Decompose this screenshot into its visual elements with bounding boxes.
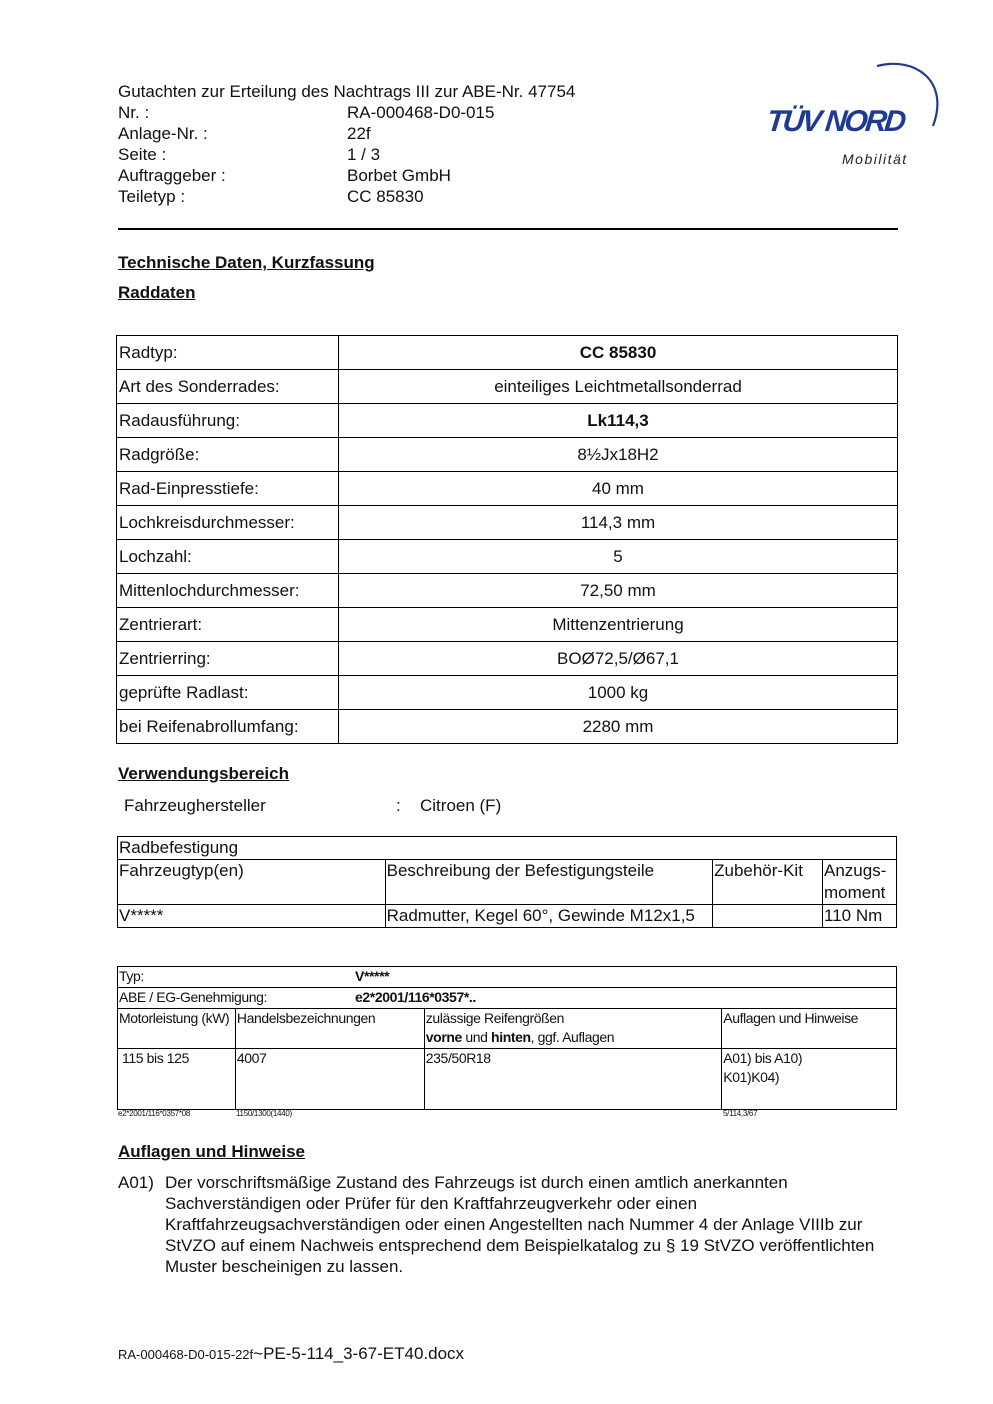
table-row [118,1049,897,1110]
column-header: Handelsbezeichnungen [235,1009,424,1049]
row-label: Lochkreisdurchmesser: [117,506,339,540]
tuv-nord-logo [765,56,945,171]
column-header: Zubehör-Kit [713,860,823,905]
note-id: A01) [118,1173,154,1192]
table-row [118,967,897,988]
hersteller-value: Citroen (F) [420,796,502,815]
table-cell: 115 bis 125 [118,1049,236,1110]
header-vorne: vorne [425,1029,462,1045]
row-value: 8½Jx18H2 [339,438,898,472]
note-text: Der vorschriftsmäßige Zustand des Fahrzeugs ist durch einen amtlich anerkannten Sachverständigen oder Prüfer für den Kraftfahrzeugverkehr oder einen Kraftfahrzeugsachverständigen oder einen Angestellten nach Nummer 4 der Anlage VIIIb zur StVZO auf einem Nachweis entsprechend dem Beispielkatalog zu § 19 StVZO veröffentlichten Muster bescheinigen zu lassen. [165,1173,875,1276]
typ-value: V***** [355,968,390,984]
row-value: einteiliges Leichtmetallsonderrad [339,370,898,404]
row-label: geprüfte Radlast: [117,676,339,710]
header-rest: , ggf. Auflagen [530,1029,615,1045]
table-cell: 110 Nm [823,905,897,928]
row-label: Zentrierring: [117,642,339,676]
row-label: bei Reifenabrollumfang: [117,710,339,744]
raddaten-table [116,335,898,744]
table-cell: Radmutter, Kegel 60°, Gewinde M12x1,5 [385,905,712,928]
auflagen-line: A01) bis A10) [723,1050,803,1066]
auflagen-line: K01)K04) [723,1069,780,1085]
row-value: BOØ72,5/Ø67,1 [339,642,898,676]
table-row [117,676,898,710]
typ-label: Typ: [119,968,144,984]
column-header: Auflagen und Hinweise [722,1009,897,1049]
header-label: Anlage-Nr. : [118,124,208,143]
fahrzeugtyp-table [117,966,897,1110]
footer-filename: ~PE-5-114_3-67-ET40.docx [253,1344,465,1363]
header-value: RA-000468-D0-015 [347,103,495,122]
row-label: Radausführung: [117,404,339,438]
table-row [117,540,898,574]
footnote-abe: e2*2001/116*0357*08 [118,1109,191,1118]
table-cell: 235/50R18 [424,1049,721,1110]
row-value: 114,3 mm [339,506,898,540]
header-value: Borbet GmbH [347,166,451,185]
abe-value: e2*2001/116*0357*.. [355,989,476,1005]
row-label: Zentrierart: [117,608,339,642]
row-value: 2280 mm [339,710,898,744]
header-value: 22f [347,124,371,143]
column-header-reifen [424,1009,721,1049]
table-row [118,905,897,928]
row-value: CC 85830 [339,336,898,370]
header-value: 1 / 3 [347,145,381,164]
table-row [118,988,897,1009]
row-label: Rad-Einpresstiefe: [117,472,339,506]
logo-subtitle: Mobilität [842,151,908,167]
row-value: 1000 kg [339,676,898,710]
table-row [117,710,898,744]
header-label: Seite : [118,145,167,164]
page-footer [118,1344,464,1364]
document-title: Gutachten zur Erteilung des Nachtrags III zur ABE-Nr. 47754 [118,82,576,101]
section-heading-tech: Technische Daten, Kurzfassung [118,253,375,272]
table-row [117,472,898,506]
table-row [117,608,898,642]
table-row [117,370,898,404]
logo-wordmark: TÜV NORD [765,105,906,138]
table-row [117,404,898,438]
radbefestigung-table [117,836,897,928]
typ-row [118,967,897,988]
column-header: Beschreibung der Befestigungsteile [385,860,712,905]
row-value: 40 mm [339,472,898,506]
table-row [118,837,897,860]
table-row [117,336,898,370]
header-line: zulässige Reifengrößen [425,1010,565,1026]
header-und: und [461,1029,492,1045]
row-value: 5 [339,540,898,574]
hersteller-separator: : [396,796,401,815]
row-value: Mittenzentrierung [339,608,898,642]
table-row [117,438,898,472]
section-heading-verwendung: Verwendungsbereich [118,764,289,783]
row-label: Radtyp: [117,336,339,370]
abe-label: ABE / EG-Genehmigung: [119,989,268,1005]
row-label: Lochzahl: [117,540,339,574]
header-label: Auftraggeber : [118,166,226,185]
footnote-weight: 1150/1300(1440) [236,1109,292,1118]
abe-row [118,988,897,1009]
row-label: Art des Sonderrades: [117,370,339,404]
table-cell [722,1049,897,1110]
table-row [117,506,898,540]
header-value: CC 85830 [347,187,424,206]
row-label: Mittenlochdurchmesser: [117,574,339,608]
header-divider [118,228,898,230]
row-label: Radgröße: [117,438,339,472]
table-cell [713,905,823,928]
footnote-wheel: 5/114,3/67 [723,1109,758,1118]
table-row [117,642,898,676]
column-header: Motorleistung (kW) [118,1009,236,1049]
table-cell: 4007 [235,1049,424,1110]
table-header-row [118,1009,897,1049]
header-hinten: hinten [491,1029,531,1045]
header-label: Teiletyp : [118,187,186,206]
section-heading-rad: Raddaten [118,283,196,302]
hersteller-label: Fahrzeughersteller [124,796,266,815]
row-value: 72,50 mm [339,574,898,608]
table-row [117,574,898,608]
row-value: Lk114,3 [339,404,898,438]
column-header: Fahrzeugtyp(en) [118,860,386,905]
section-heading-auflagen: Auflagen und Hinweise [118,1142,306,1161]
footer-prefix: RA-000468-D0-015-22f [118,1347,254,1362]
table-title: Radbefestigung [118,837,897,860]
header-label: Nr. : [118,103,150,122]
table-cell: V***** [118,905,386,928]
table-header-row [118,860,897,905]
column-header: Anzugs-moment [823,860,897,905]
